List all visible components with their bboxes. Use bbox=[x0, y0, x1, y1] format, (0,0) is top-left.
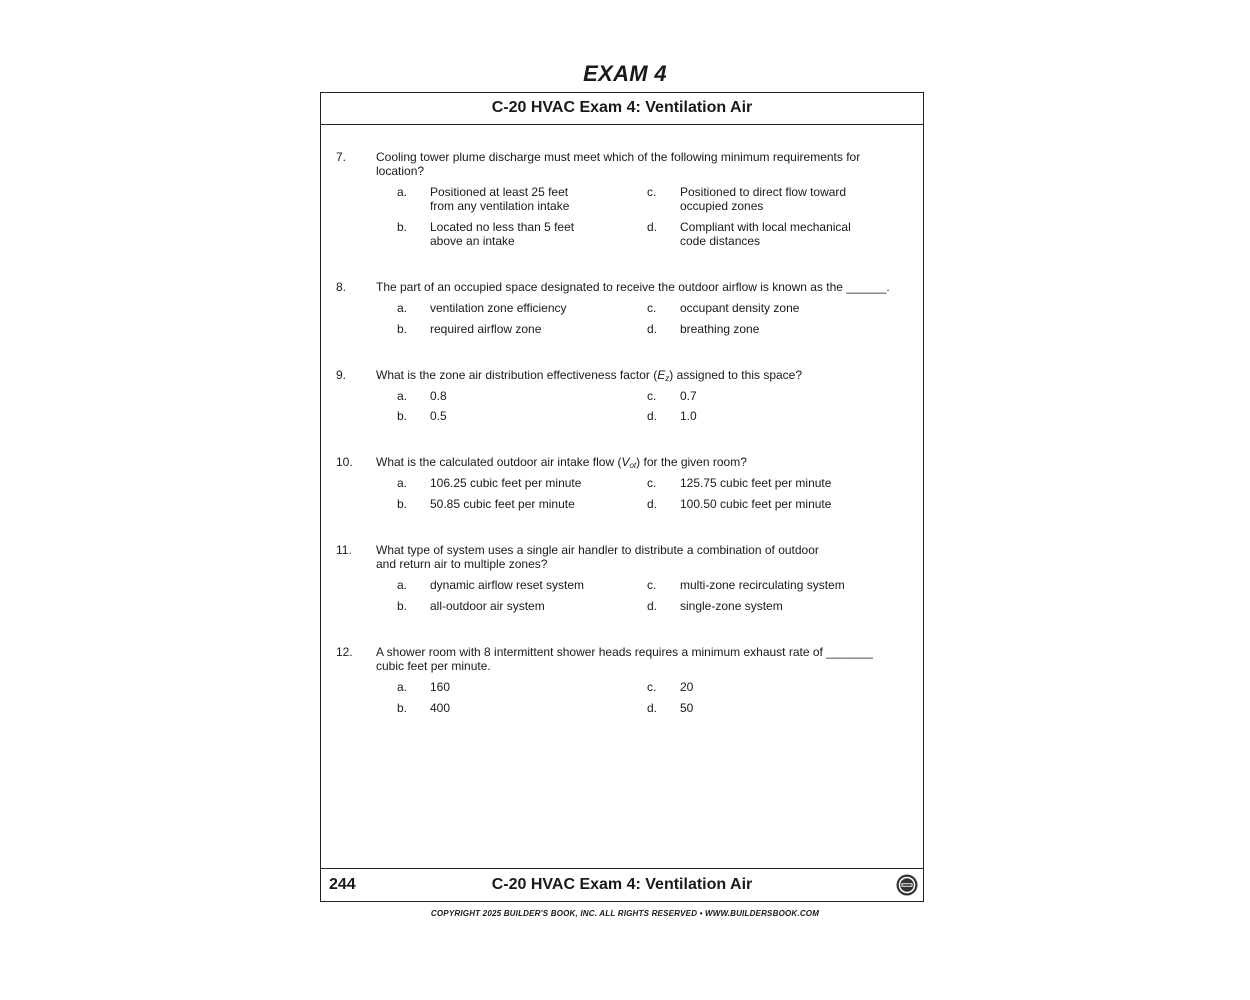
option-letter: d. bbox=[647, 701, 658, 715]
question-12 bbox=[336, 645, 916, 675]
option-text: 100.50 cubic feet per minute bbox=[680, 497, 832, 511]
publisher-seal-icon bbox=[896, 874, 918, 896]
option-letter: d. bbox=[647, 220, 658, 234]
question-number: 10. bbox=[336, 455, 353, 469]
question-text bbox=[376, 368, 896, 386]
option-letter: a. bbox=[397, 578, 408, 592]
question-number: 12. bbox=[336, 645, 353, 659]
question-text-before: What is the calculated outdoor air intake flow ( bbox=[376, 455, 622, 469]
option-letter: c. bbox=[647, 578, 657, 592]
symbol: V bbox=[621, 455, 630, 469]
exam-title: EXAM 4 bbox=[583, 61, 667, 86]
option-letter: b. bbox=[397, 497, 408, 511]
option-text: Located no less than 5 feet above an intake bbox=[430, 220, 575, 248]
option-text: required airflow zone bbox=[430, 322, 542, 336]
page-footer bbox=[321, 868, 923, 901]
question-9 bbox=[336, 368, 916, 384]
question-10 bbox=[336, 455, 916, 471]
option-letter: a. bbox=[397, 301, 408, 315]
option-text: Positioned to direct flow toward occupied zones bbox=[680, 185, 847, 213]
option-text: breathing zone bbox=[680, 322, 760, 336]
footer-title: C-20 HVAC Exam 4: Ventilation Air bbox=[491, 876, 753, 893]
copyright-notice: COPYRIGHT 2025 BUILDER'S BOOK, INC. ALL RIGHTS RESERVED • WWW.BUILDERSBOOK.COM bbox=[430, 909, 820, 918]
question-text: A shower room with 8 intermittent shower heads requires a minimum exhaust rate of _______ cubic feet per minute. bbox=[376, 645, 873, 673]
option-letter: d. bbox=[647, 497, 658, 511]
page-header-title: C-20 HVAC Exam 4: Ventilation Air bbox=[321, 93, 923, 125]
option-text: all-outdoor air system bbox=[430, 599, 545, 613]
option-text: 160 bbox=[430, 680, 451, 694]
option-letter: a. bbox=[397, 185, 408, 199]
option-letter: c. bbox=[647, 301, 657, 315]
question-text bbox=[376, 455, 896, 473]
option-text: single-zone system bbox=[680, 599, 783, 613]
question-text: What type of system uses a single air handler to distribute a combination of outdoor and return air to multiple zones? bbox=[376, 543, 819, 571]
option-letter: c. bbox=[647, 389, 657, 403]
question-text-after: ) assigned to this space? bbox=[669, 368, 803, 382]
option-letter: c. bbox=[647, 185, 657, 199]
symbol: E bbox=[657, 368, 666, 382]
page-number: 244 bbox=[329, 876, 356, 893]
option-text: Compliant with local mechanical code distances bbox=[680, 220, 851, 248]
option-text: 0.7 bbox=[680, 389, 697, 403]
question-11 bbox=[336, 543, 916, 573]
question-text: The part of an occupied space designated to receive the outdoor airflow is known as the ______. bbox=[376, 280, 890, 294]
option-text: 0.8 bbox=[430, 389, 447, 403]
option-text: 125.75 cubic feet per minute bbox=[680, 476, 832, 490]
option-letter: c. bbox=[647, 476, 657, 490]
question-text: Cooling tower plume discharge must meet which of the following minimum requirements for location? bbox=[376, 150, 861, 178]
option-text: multi-zone recirculating system bbox=[680, 578, 845, 592]
option-letter: d. bbox=[647, 599, 658, 613]
option-text: dynamic airflow reset system bbox=[430, 578, 585, 592]
question-number: 7. bbox=[336, 150, 347, 164]
option-text: 50.85 cubic feet per minute bbox=[430, 497, 575, 511]
option-text: 1.0 bbox=[680, 409, 697, 423]
option-letter: b. bbox=[397, 322, 408, 336]
question-text-after: ) for the given room? bbox=[636, 455, 747, 469]
option-letter: c. bbox=[647, 680, 657, 694]
option-letter: a. bbox=[397, 389, 408, 403]
option-letter: b. bbox=[397, 701, 408, 715]
option-text: 50 bbox=[680, 701, 694, 715]
option-letter: a. bbox=[397, 680, 408, 694]
option-text: 106.25 cubic feet per minute bbox=[430, 476, 582, 490]
question-8 bbox=[336, 280, 916, 296]
option-text: 20 bbox=[680, 680, 694, 694]
subscript: ot bbox=[629, 461, 637, 470]
subscript: z bbox=[665, 374, 670, 383]
option-letter: d. bbox=[647, 409, 658, 423]
option-letter: a. bbox=[397, 476, 408, 490]
option-text: Positioned at least 25 feet from any ventilation intake bbox=[430, 185, 570, 213]
option-letter: b. bbox=[397, 409, 408, 423]
question-text-before: What is the zone air distribution effectiveness factor ( bbox=[376, 368, 658, 382]
question-number: 11. bbox=[336, 543, 352, 557]
option-text: ventilation zone efficiency bbox=[430, 301, 567, 315]
option-text: 400 bbox=[430, 701, 451, 715]
question-number: 9. bbox=[336, 368, 347, 382]
question-number: 8. bbox=[336, 280, 347, 294]
option-letter: d. bbox=[647, 322, 658, 336]
option-text: 0.5 bbox=[430, 409, 447, 423]
option-letter: b. bbox=[397, 220, 408, 234]
option-letter: b. bbox=[397, 599, 408, 613]
exam-page-frame bbox=[320, 92, 924, 902]
option-text: occupant density zone bbox=[680, 301, 800, 315]
